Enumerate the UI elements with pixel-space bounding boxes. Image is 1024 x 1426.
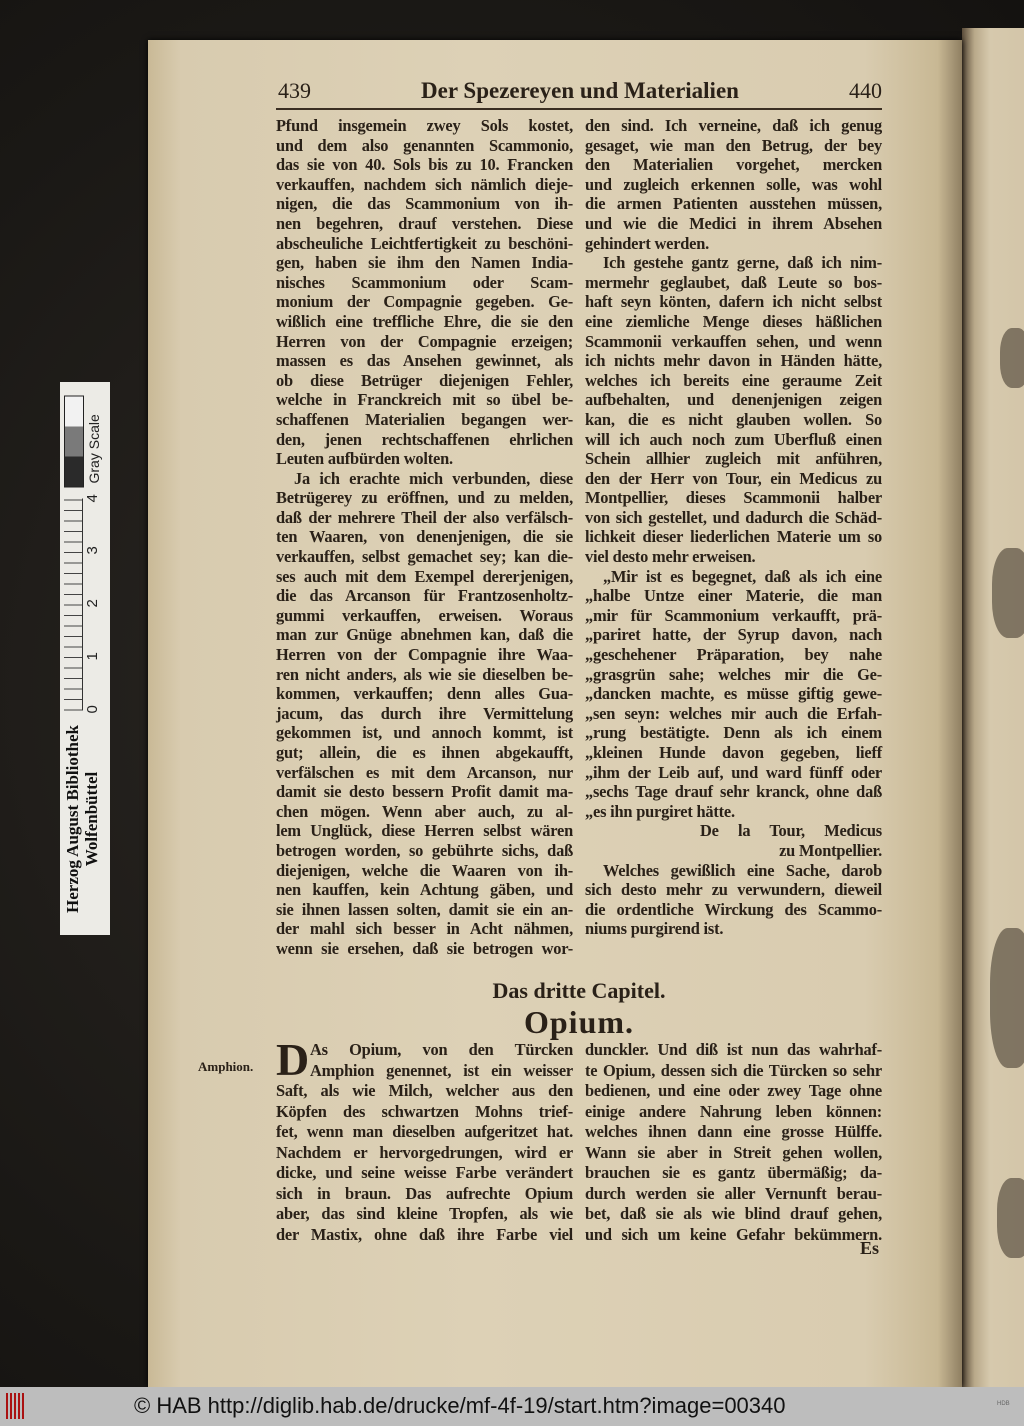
illustration-fragment (992, 548, 1024, 638)
text-line: wißlich eine treffliche Ehre, die sie den (276, 311, 573, 331)
text-line: „halbe Untze einer Materie, die man (585, 586, 882, 606)
text-line: ten Waaren, von denenjenigen, die sie (276, 527, 573, 547)
text-line: und wie die Medici in ihrem Absehen (585, 213, 882, 233)
text-line: „geschehener Präparation, bey nahe (585, 645, 882, 665)
text-line: und dem also genannten Scammonio, (276, 135, 573, 155)
text-line: Leuten aufbürden wolten. (276, 449, 453, 469)
text-line: einige andere Nahrung leben können: (585, 1101, 882, 1121)
text-line: Nachdem er hervorgedrungen, wird er (276, 1142, 573, 1162)
text-line: haft seyn könten, dafern ich nicht selbst (585, 292, 882, 312)
institution-name: Herzog August Bibliothek (63, 724, 82, 913)
text-line: die armen Patienten ausstehen müssen, (585, 194, 882, 214)
text-line: jacum, das durch ihre Vermittelung (276, 703, 573, 723)
text-line: schaffenen Materialien begangen wer- (276, 409, 573, 429)
text-line: gut; allein, die es ihnen abgekaufft, (276, 743, 573, 762)
scale-institution (63, 716, 101, 921)
text-line: den, jenen rechtschaffenen ehrlichen (276, 429, 573, 449)
text-line: lem Unglück, diese Herren selbst wären (276, 821, 573, 841)
text-line: te Opium, dessen sich die Türcken so sehr (585, 1060, 882, 1080)
chapter-title: Opium. (523, 1004, 635, 1040)
text-line: De la Tour, Medicus (700, 821, 882, 841)
text-line: Betrügerey zu eröffnen, und zu melden, (276, 488, 573, 508)
catchword: Es (860, 1238, 880, 1258)
text-line: Köpfen des schwartzen Mohns trief- (276, 1101, 573, 1121)
text-line: durch werden sie aller Vernunft berau- (585, 1183, 882, 1203)
text-line: gesaget, wie man den Betrug, der bey (585, 135, 882, 155)
text-line: Pfund insgemein zwey Sols kostet, (276, 116, 573, 135)
text-line: ren nicht anders, als wie sie dieselben be- (276, 664, 573, 684)
text-line: daß der mehrere Theil der also verfälsch- (276, 507, 573, 527)
text-line: aber, das sind kleine Tropfen, als wie (276, 1204, 573, 1223)
left-column (276, 116, 573, 959)
text-line: „Mir ist es begegnet, daß als ich eine (603, 566, 882, 586)
text-line: „es ihn purgiret hätte. (585, 801, 735, 821)
text-line: ob diese Betrüger diejenigen Fehler, (276, 370, 573, 390)
text-line: bedienen, und eine oder zwey Tage ohne (585, 1081, 882, 1100)
page-number-right: 440 (849, 78, 882, 103)
text-line: verkauffen, nachdem sich nämlich dieje- (276, 174, 573, 194)
text-line: „pariret hatte, der Syrup davon, nach (585, 625, 882, 645)
text-line: gen, haben sie ihm den Namen India- (276, 253, 573, 273)
text-line: Ich gestehe gantz gerne, daß ich nim- (603, 253, 882, 273)
text-line: sich in braun. Das aufrechte Opium (276, 1183, 573, 1203)
text-line: Herren von der Compagnie ihre Waa- (276, 645, 573, 665)
gray-swatch (65, 396, 83, 426)
text-line: chen mögen. Wenn aber auch, zu al- (276, 801, 573, 821)
ruler-number: 3 (84, 545, 101, 554)
ruler-number: 0 (84, 704, 101, 713)
text-line: damit sie desto bessern Profit damit ma- (276, 782, 573, 802)
text-line: „rung bestätigte. Denn als ich einem (585, 723, 882, 743)
gray-swatch (65, 456, 83, 486)
text-line: betrogen worden, so gebührte sichs, daß (276, 840, 573, 860)
text-line: gekommen ist, und annoch kommt, ist (276, 723, 573, 743)
text-line: brauchen sie es gantz übermäßig; da- (585, 1163, 882, 1182)
chapter-heading: Das dritte Capitel. (492, 978, 666, 1003)
text-line: „ihm der Leib auf, und ward fünff oder (585, 762, 882, 782)
illustration-fragment (997, 1178, 1024, 1258)
text-line: monium der Compagnie gegeben. Ge- (276, 292, 573, 312)
gray-scale-swatches (64, 395, 84, 487)
text-line: der mahl sich besser in Acht nähmen, (276, 919, 573, 939)
text-line: bet, daß sie als wie blind drauf gehen, (585, 1204, 882, 1223)
ruler (64, 498, 83, 710)
text-line: welches ihnen dann eine grosse Hülffe. (585, 1122, 882, 1141)
text-line: niums purgirend ist. (585, 919, 724, 939)
ruler-number: 1 (84, 651, 101, 660)
text-line: verkauffen, selbst gemachet sey; kan die- (276, 547, 573, 567)
text-line: „kleinen Hunde davon gegeben, lieff (585, 743, 882, 762)
text-line: und zugleich erkennen solle, was wohl (585, 174, 882, 194)
text-line: nen kauffen, kein Achtung gäben, und (276, 880, 573, 900)
text-line: wenn sie ersehen, daß sie betrogen wor- (276, 938, 573, 958)
text-line: und sich um keine Gefahr bekümmern. (585, 1224, 882, 1244)
gray-scale-label: Gray Scale (86, 413, 102, 483)
header-rule (276, 108, 882, 110)
text-line: sich desto mehr zu verwundern, dieweil (585, 880, 882, 900)
text-line: dunckler. Und diß ist nun das wahrhaf- (585, 1040, 882, 1059)
text-line: zu Montpellier. (779, 840, 882, 860)
text-line: den Materialien vorgehet, mercken (585, 155, 882, 175)
text-line: gehindert werden. (585, 233, 710, 253)
text-line: will ich auch noch zum Uberfluß einen (585, 429, 882, 449)
text-line: nigen, die das Scammonium von ih- (276, 194, 573, 214)
text-line: Saft, als wie Milch, welcher aus den (276, 1081, 573, 1100)
text-line: aufbehalten, und denenjenigen zeigen (585, 390, 882, 410)
text-line: welche in Franckreich mit so übel be- (276, 390, 573, 410)
text-line: „grasgrün sahe; welches mir die Ge- (585, 664, 882, 684)
text-line: As Opium, von den Türcken (310, 1040, 573, 1059)
margin-note: Amphion. (198, 1059, 254, 1074)
color-scale-card (60, 382, 110, 935)
text-line: Welches gewißlich eine Sache, darob (603, 860, 882, 880)
text-line: Schein allhier zugleich mit anführen, (585, 449, 882, 469)
text-line: kommen, verkauffen; denn alles Gua- (276, 684, 573, 704)
text-line: nisches Scammonium oder Scam- (276, 272, 573, 292)
text-line: fet, wenn man dieselben aufgeritzet hat. (276, 1122, 573, 1141)
text-line: ses auch mit dem Exempel dererjenigen, (276, 566, 573, 586)
text-line: lichkeit dieser liederlichen Materie um so (585, 527, 882, 547)
text-line: Amphion genennet, ist ein weisser (310, 1060, 573, 1080)
text-line: Ja ich erachte mich verbunden, diese (294, 468, 573, 488)
institution-city: Wolfenbüttel (82, 771, 101, 866)
illustration-fragment (990, 928, 1024, 1068)
text-line: viel desto mehr erweisen. (585, 547, 756, 567)
ruler-number: 2 (84, 598, 101, 607)
text-line: „sechs Tage drauf sehr kranck, ohne daß (585, 782, 882, 802)
facing-page-edge (962, 28, 1024, 1387)
running-title: Der Spezereyen und Materialien (421, 78, 739, 103)
text-line: „dancken machte, es müsse giftig gewe- (585, 684, 882, 704)
drop-cap: D (276, 1034, 310, 1085)
ruler-number: 4 (84, 493, 101, 502)
text-line: von sich gestellet, und dadurch die Schäd- (585, 507, 882, 527)
text-line: kan, die es nicht glauben wollen. So (585, 409, 882, 429)
text-line: „mir für Scammonium verkaufft, prä- (585, 605, 882, 625)
text-line: Wann sie aber in Streit gehen wollen, (585, 1142, 882, 1162)
footer-bar (0, 1387, 1024, 1426)
text-line: die das Arcanson für Frantzosenholtz- (276, 586, 573, 606)
text-line: die ordentliche Wirckung des Scammo- (585, 899, 882, 919)
text-line: ich nichts mehr davon in Händen hätte, (585, 351, 882, 371)
text-line: das sie von 40. Sols bis zu 10. Francken (276, 155, 573, 175)
text-line: verfälschen es mit dem Arcanson, nur (276, 762, 573, 782)
text-line: sie ihnen lassen solten, damit sie ein an- (276, 899, 573, 919)
page-number-left: 439 (278, 78, 311, 103)
text-line: abscheuliche Leichtfertigkeit zu beschöni- (276, 233, 573, 253)
text-line: massen es das Ansehen gewinnet, als (276, 351, 573, 371)
text-line: den sind. Ich verneine, daß ich genug (585, 116, 882, 135)
hab-logo-icon (6, 1393, 26, 1419)
text-line: gummi verkauffen, erweisen. Woraus (276, 605, 573, 625)
text-line: dicke, und seine weisse Farbe verändert (276, 1163, 573, 1182)
text-line: nen begehren, drauf verstehen. Diese (276, 213, 573, 233)
text-line: diejenigen, welche die Waaren von ih- (276, 860, 573, 880)
text-line: welches ich bereits eine geraume Zeit (585, 370, 882, 390)
text-line: man zur Gnüge abnehmen kan, daß die (276, 625, 573, 645)
text-line: Montpellier, dieses Scammonii halber (585, 488, 882, 508)
text-line: Herren von der Compagnie erzeigen; (276, 331, 573, 351)
text-line: eine ziemliche Menge dieses häßlichen (585, 311, 882, 331)
illustration-fragment (1000, 328, 1024, 388)
page-header (278, 78, 882, 106)
copyright-url[interactable]: © HAB http://diglib.hab.de/drucke/mf-4f-19/start.htm?image=00340 (134, 1393, 786, 1418)
text-line: den der Herr von Tour, ein Medicus zu (585, 468, 882, 488)
right-column (585, 116, 882, 939)
text-line: „sen seyn: welches mir auch die Erfah- (585, 703, 882, 723)
text-line: Scammonii verkauffen sehen, und wenn (585, 331, 882, 351)
text-line: der Mastix, ohne daß ihre Farbe viel (276, 1224, 573, 1244)
opium-left-column (276, 1034, 573, 1245)
opium-right-column (585, 1040, 882, 1245)
text-line: mermehr geglaubet, daß Leute so bos- (585, 272, 882, 292)
footer-mark: HDB (997, 1401, 1010, 1407)
gray-swatch (65, 426, 83, 456)
